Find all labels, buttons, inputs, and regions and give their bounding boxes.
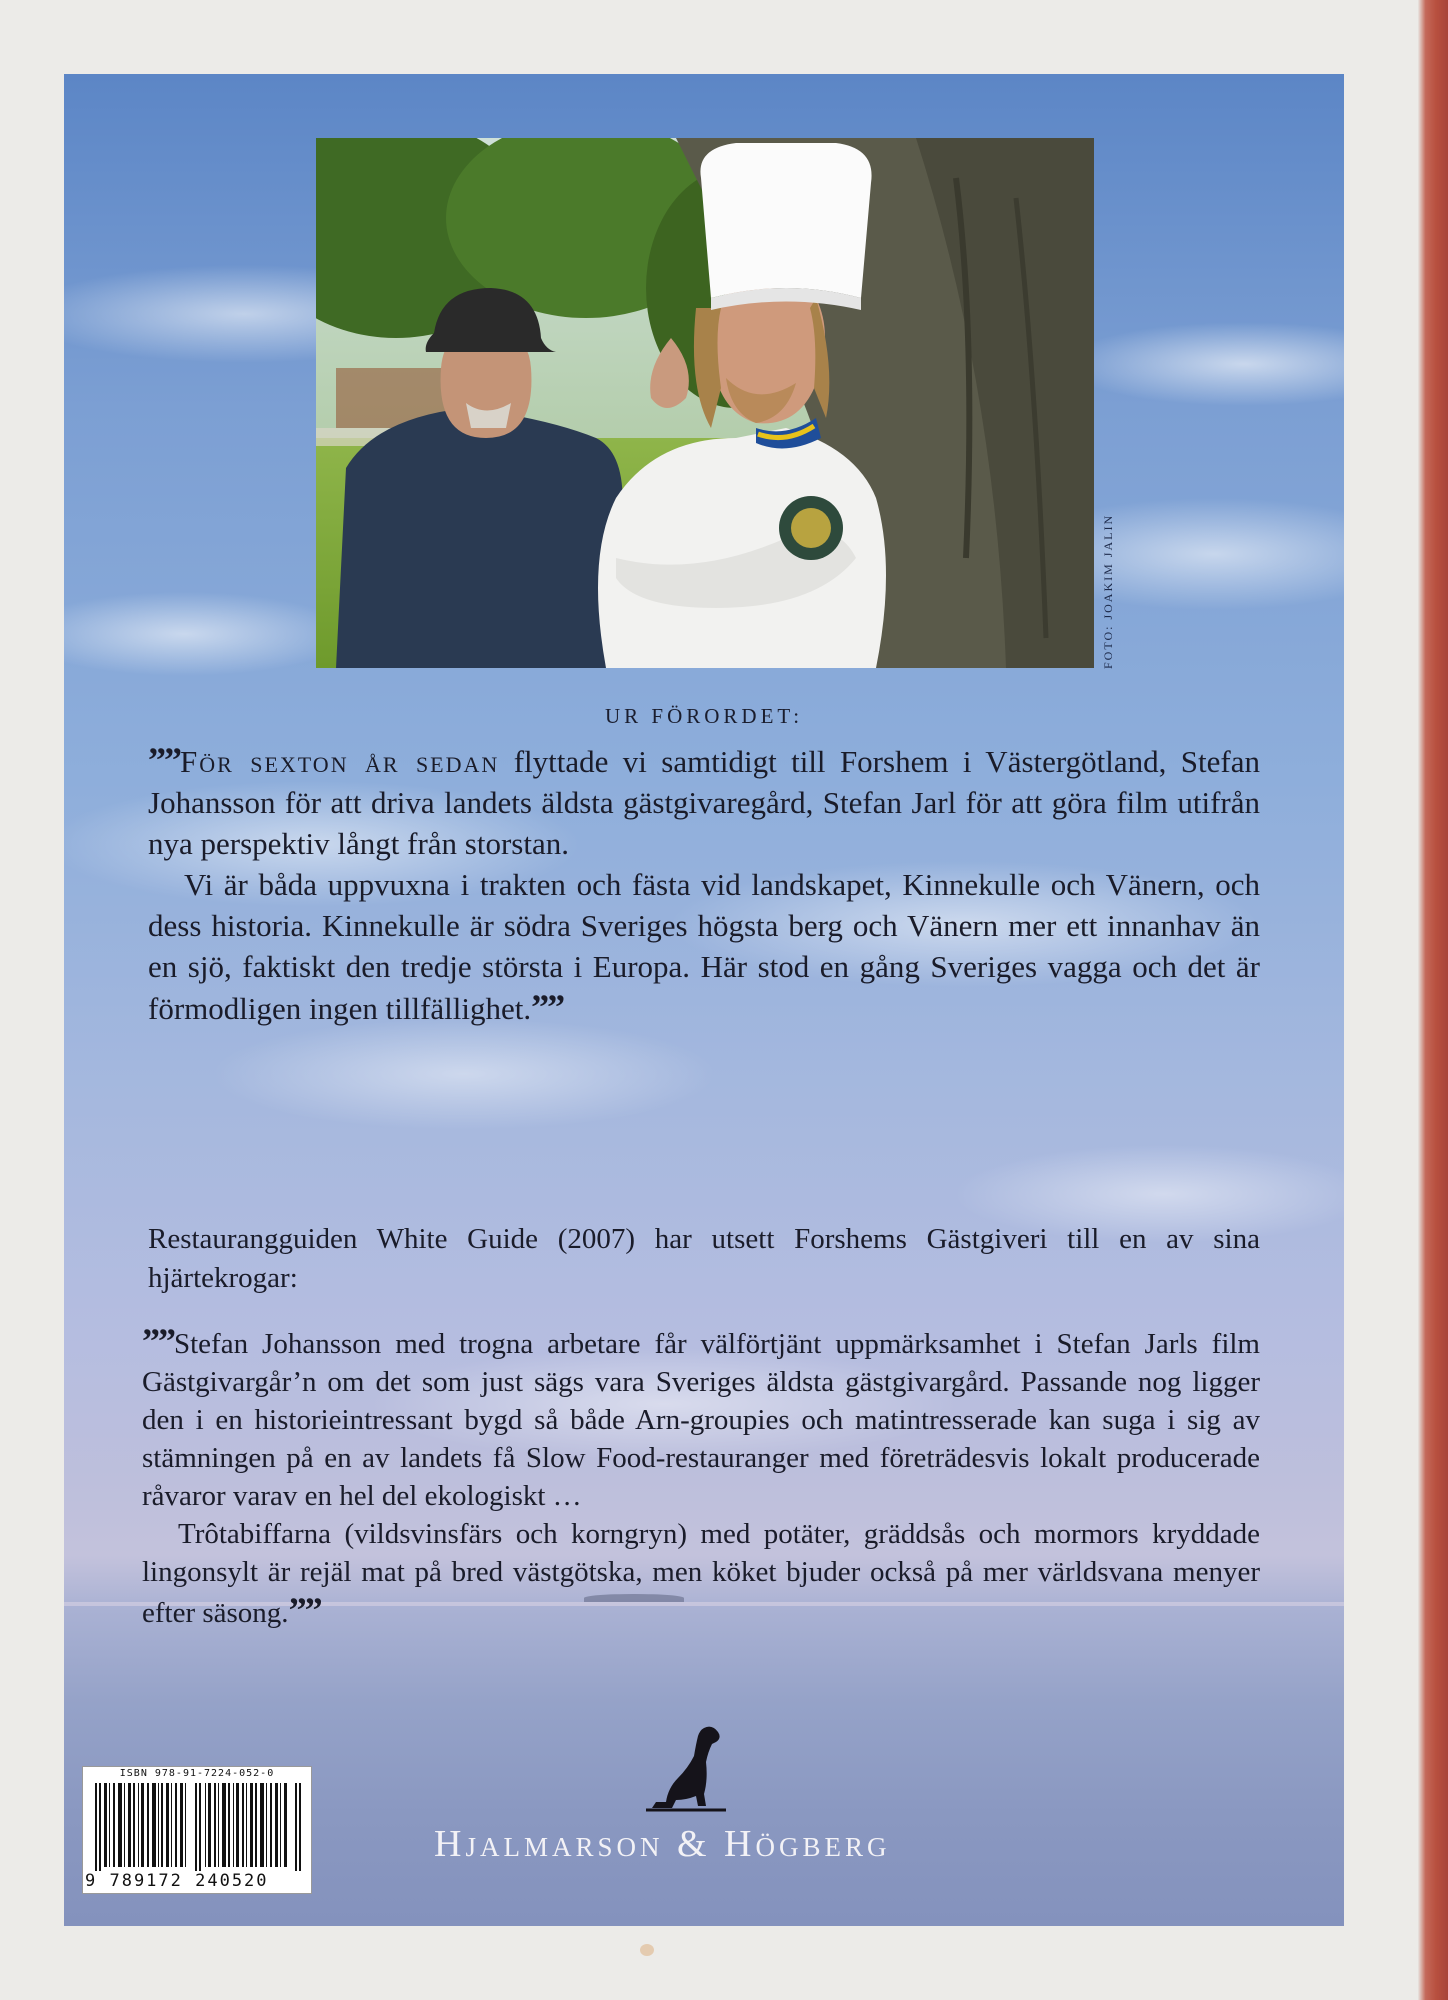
open-quote-mark: ”” <box>142 1321 174 1361</box>
preface-heading: UR FÖRORDET: <box>604 704 804 728</box>
isbn-barcode <box>82 1766 312 1894</box>
book-spine-edge <box>1418 0 1448 2000</box>
chefs-photo <box>316 138 1094 668</box>
preface-paragraph-2-text: Vi är båda uppvuxna i trakten och fästa vid landskapet, Kinnekulle och Vänern, och dess historia. Kinnekulle är södra Sveriges högsta berg och Vänern mer ett innanhav än en sjö, faktiskt den tredje största i Europa. Här stod en gång Sveriges vagga och det är förmodligen ingen tillfällighet. <box>148 867 1260 1026</box>
close-quote-mark: ”” <box>531 987 564 1027</box>
guide-paragraph-2-text: Trôtabiffarna (vildsvinsfärs och korngryn) med potäter, gräddsås och mormors kryddade lingonsylt är rejäl mat på bred västgötska, men köket bjuder också på mer världsvana menyer efter säsong. <box>142 1518 1260 1629</box>
preface-paragraph-2 <box>148 864 1260 1029</box>
barcode-bars <box>95 1783 303 1873</box>
preface-quote <box>148 740 1260 1029</box>
isbn-label: ISBN 978-91-7224-052-0 <box>119 1768 275 1779</box>
preface-paragraph-1 <box>148 740 1260 864</box>
lead-small-caps: För sexton år sedan <box>180 744 500 779</box>
guide-paragraph-2 <box>142 1515 1260 1632</box>
guide-quote <box>142 1322 1260 1632</box>
open-quote-mark: ”” <box>148 740 180 780</box>
close-quote-mark: ”” <box>288 1590 321 1630</box>
paper-spot <box>640 1944 654 1956</box>
dog-logo-icon <box>646 1722 726 1812</box>
photo-credit: FOTO: JOAKIM JALIN <box>1101 513 1115 669</box>
preface-paragraph-1-text: flyttade vi samtidigt till Forshem i Västergötland, Stefan Johansson för att driva landets äldsta gästgivaregård, Stefan Jarl för att göra film utifrån nya perspektiv långt från storstan. <box>148 744 1260 861</box>
barcode-number: 9 789172 240520 <box>85 1871 311 1891</box>
book-back-cover <box>64 74 1344 1926</box>
publisher-name: Hjalmarson & Högberg <box>434 1823 891 1865</box>
guide-intro: Restaurangguiden White Guide (2007) har utsett Forshems Gästgiveri till en av sina hjärtekrogar: <box>148 1223 1260 1294</box>
guide-paragraph-1-text: Stefan Johansson med trogna arbetare får välförtjänt uppmärksamhet i Stefan Jarls film Gästgivargår’n om det som just sägs vara Sveriges äldsta gästgivargård. Passande nog ligger den i en historieintressant bygd så både Arn-groupies och matintresserade kan suga i sig av stämningen på en av landets få Slow Food-restauranger med företrädesvis lokalt producerade råvaror varav en hel del ekologiskt … <box>142 1328 1260 1512</box>
guide-paragraph-1 <box>142 1322 1260 1515</box>
